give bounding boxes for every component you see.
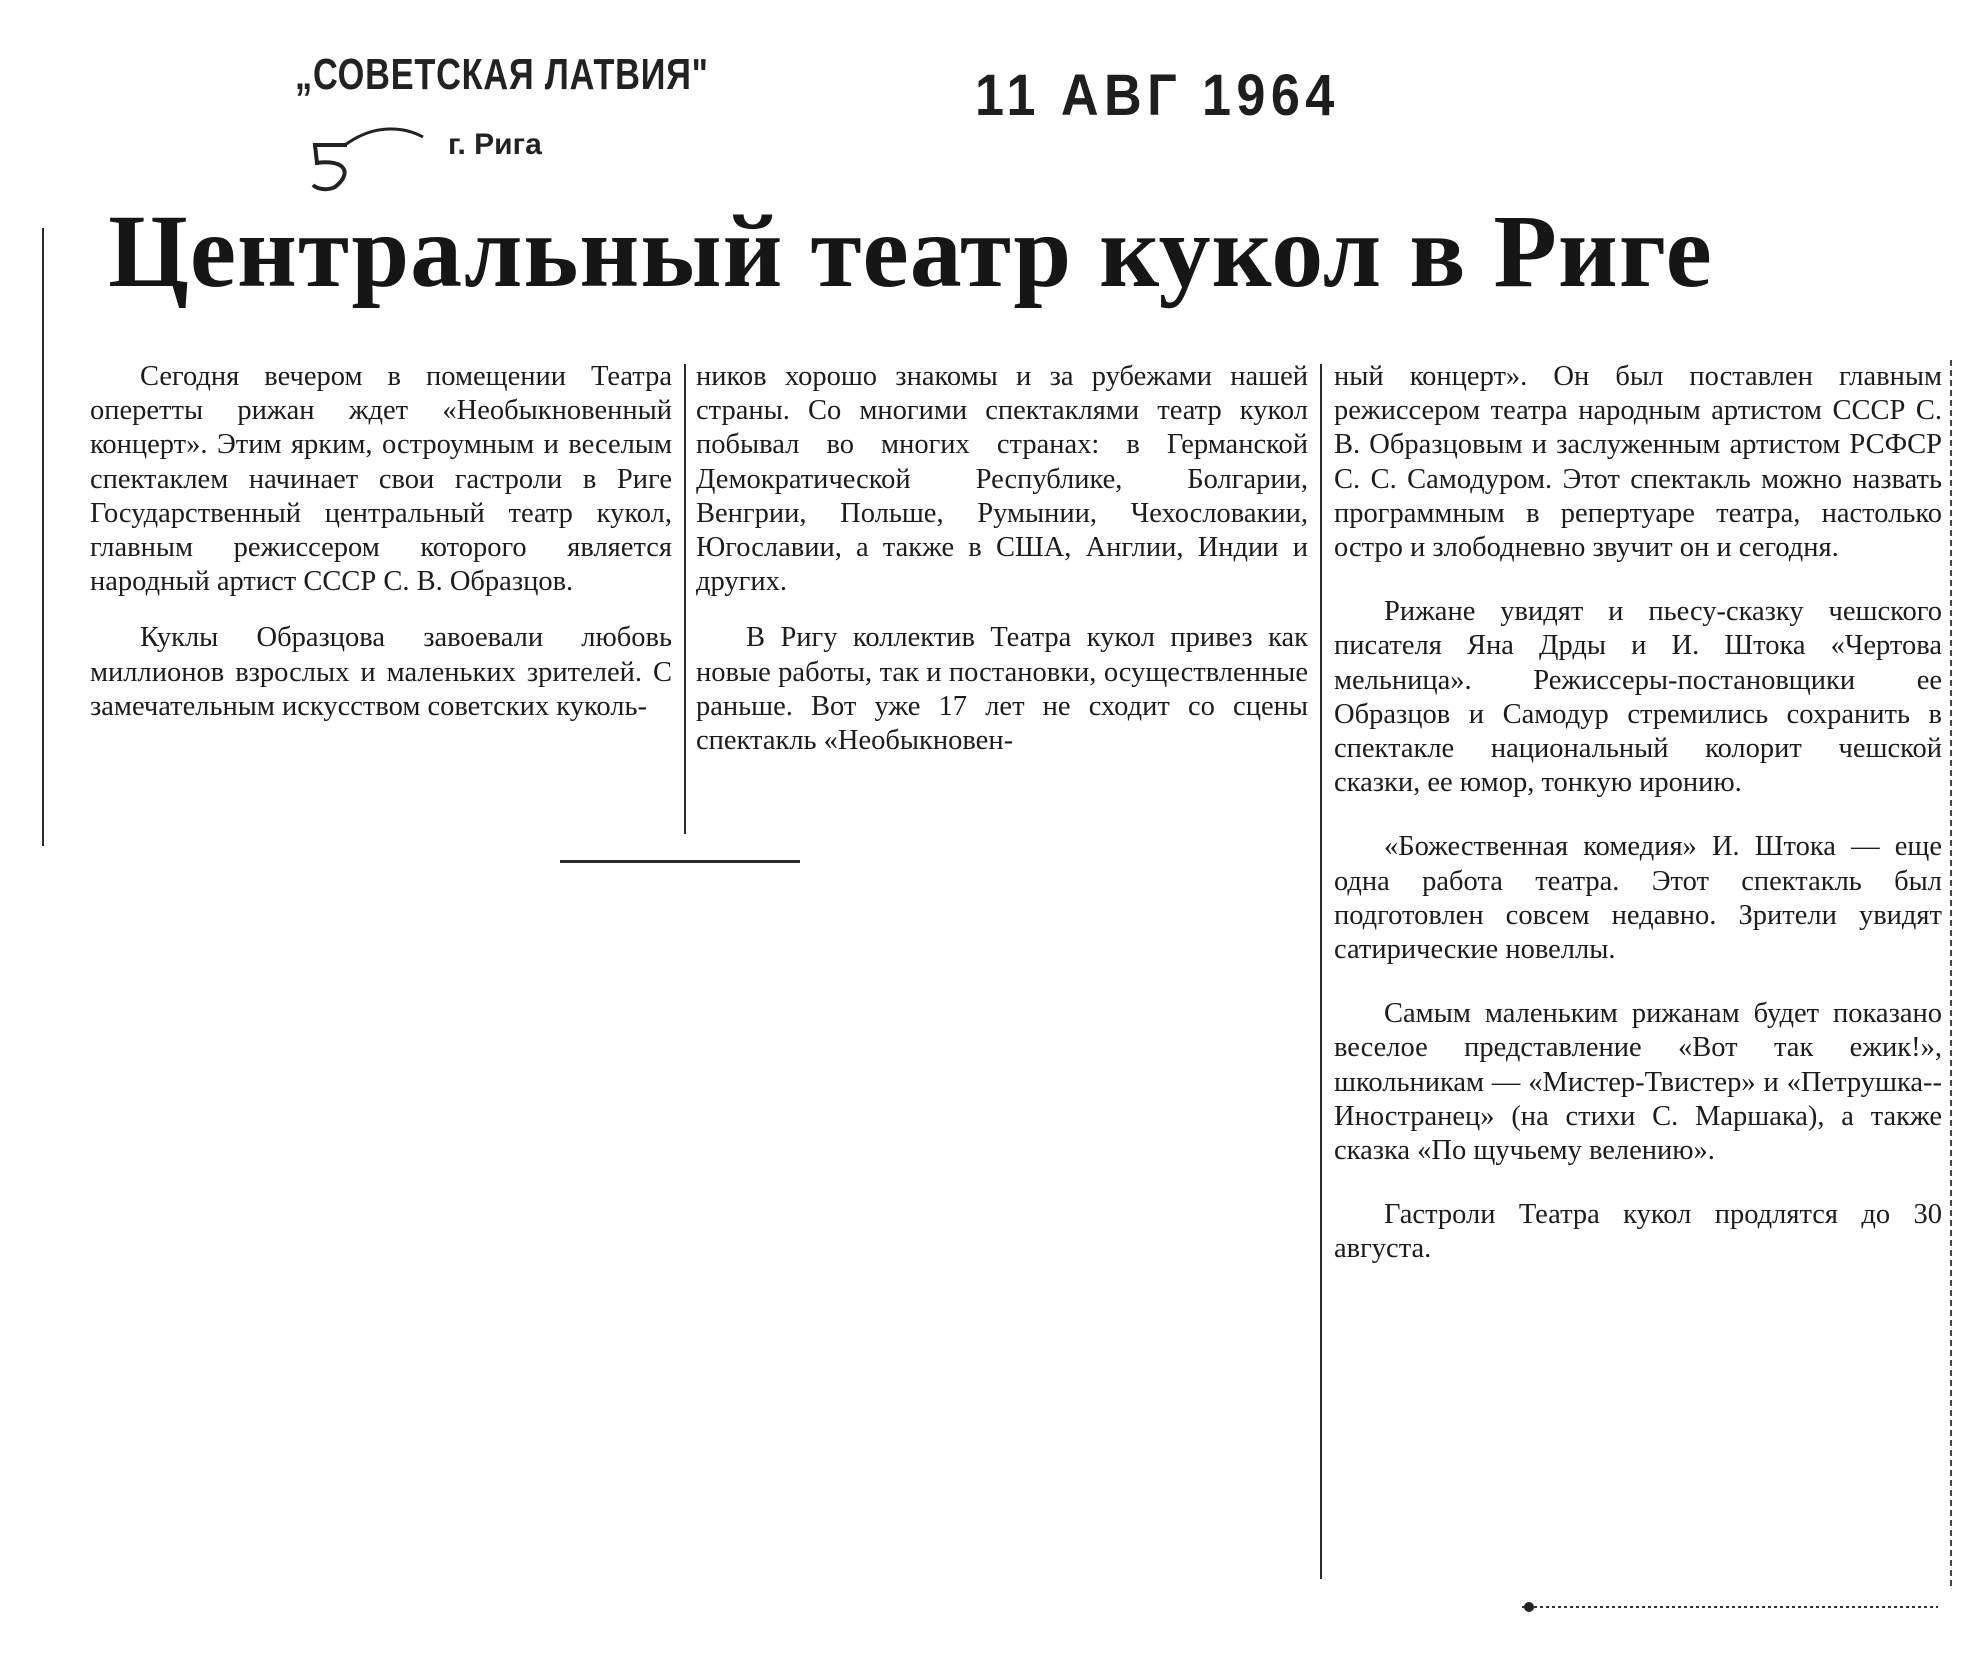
article-column-2 xyxy=(696,360,1308,758)
article-end-rule xyxy=(560,860,800,863)
right-border-rule xyxy=(1950,360,1952,1590)
paragraph: Самым маленьким рижанам будет показано веселое представление «Вот так ежик!», школьникам — «Мистер-Твистер» и «Петрушка--Иностранец» (на стихи С. Маршака), а также сказка «По щучьему велению». xyxy=(1334,998,1942,1167)
left-border-rule xyxy=(42,228,44,846)
paragraph: Сегодня вечером в помещении Театра оперетты рижан ждет «Необыкновенный концерт». Этим ярким, остроумным и веселым спектаклем начинает свои гастроли в Риге Государственный центральный театр кукол, главным режиссером которого является народный артист СССР С. В. Образцов. xyxy=(90,361,672,598)
end-ornament xyxy=(1520,1600,1940,1614)
paragraph: Куклы Образцова завоевали любовь миллионов взрослых и маленьких зрителей. С замечательным искусством советских куколь- xyxy=(90,622,672,722)
paragraph: Рижане увидят и пьесу-сказку чешского писателя Яна Дрды и И. Штока «Чертова мельница». Режиссеры-постановщики ее Образцов и Самодур стремились сохранить в спектакле национальный колорит чешской сказки, ее юмор, тонкую иронию. xyxy=(1334,596,1942,799)
paragraph: Гастроли Театра кукол продлятся до 30 августа. xyxy=(1334,1199,1942,1265)
stamp-city: г. Рига xyxy=(448,128,542,161)
article-column-3 xyxy=(1334,360,1942,1267)
paragraph: «Божественная комедия» И. Штока — еще одна работа театра. Этот спектакль был подготовлен совсем недавно. Зрители увидят сатирические новеллы. xyxy=(1334,831,1942,966)
column-divider-2 xyxy=(1320,364,1322,1579)
paragraph: ников хорошо знакомы и за рубежами нашей страны. Со многими спектаклями театр кукол побывал во многих странах: в Германской Демократической Республике, Болгарии, Венгрии, Польше, Румынии, Чехословакии, Югославии, а также в США, Англии, Индии и других. xyxy=(696,361,1308,598)
column-divider-1 xyxy=(684,364,686,834)
paragraph: ный концерт». Он был поставлен главным режиссером театра народным артистом СССР С. В. Образцовым и заслуженным артистом РСФСР С. С. Самодуром. Этот спектакль можно назвать программным в репертуаре театра, настолько остро и злободневно звучит он и сегодня. xyxy=(1334,361,1942,564)
stamp-newspaper-name: „СОВЕТСКАЯ ЛАТВИЯ" xyxy=(295,50,709,99)
paragraph: В Ригу коллектив Театра кукол привез как новые работы, так и постановки, осуществленные раньше. Вот уже 17 лет не сходит со сцены спектакль «Необыкновен- xyxy=(696,622,1308,757)
handwritten-mark xyxy=(305,115,425,195)
article-headline: Центральный театр кукол в Риге xyxy=(108,194,1713,309)
stamp-date: 11 АВГ 1964 xyxy=(975,63,1340,128)
article-column-1 xyxy=(90,360,672,724)
